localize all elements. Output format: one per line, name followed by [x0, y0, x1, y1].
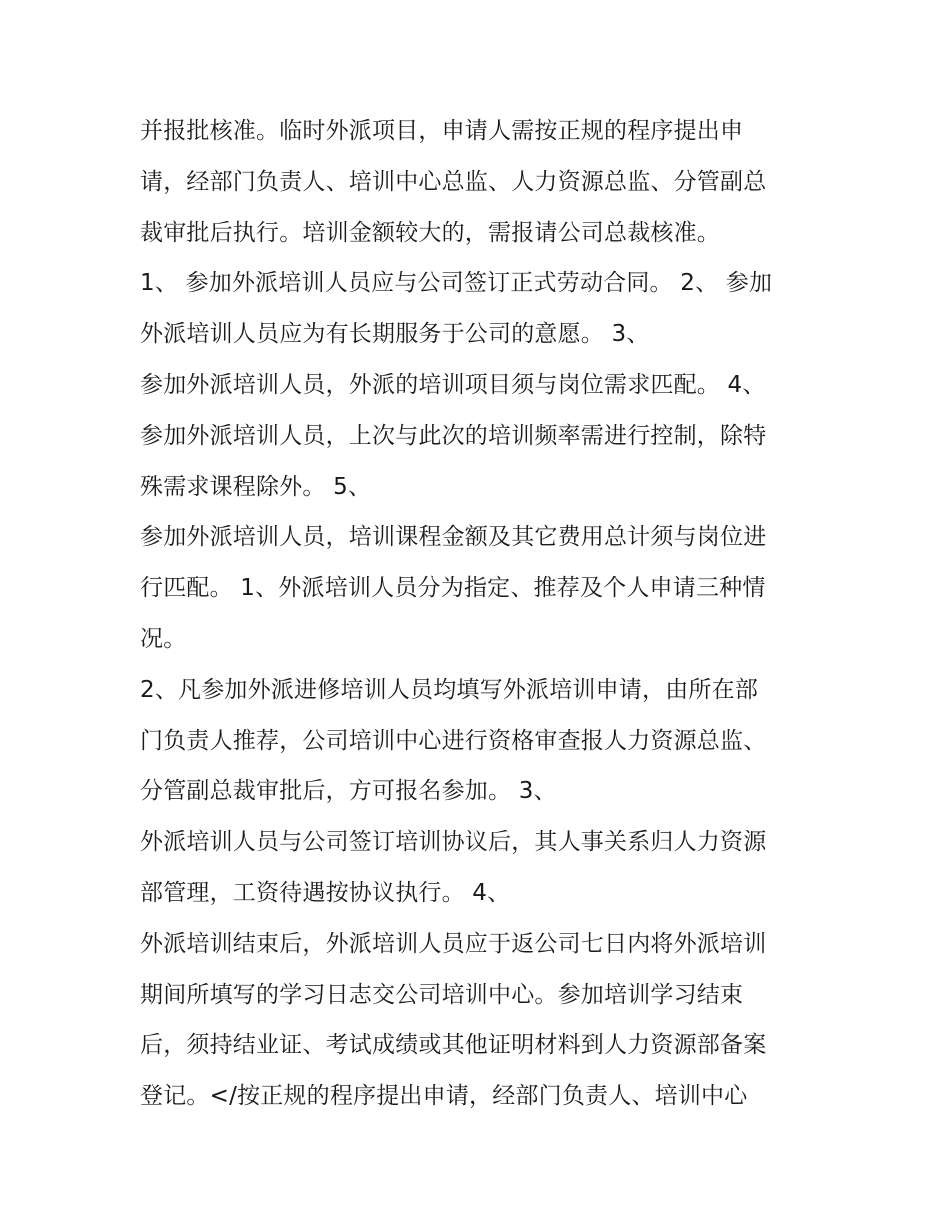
text-line: 门负责人推荐，公司培训中心进行资格审查报人力资源总监、 [140, 727, 767, 754]
text-line: 后，须持结业证、考试成绩或其他证明材料到人力资源部备案 [140, 1032, 767, 1059]
text-line: 参加外派培训人员，培训课程金额及其它费用总计须与岗位进 [140, 524, 767, 551]
text-line: 参加外派培训人员，外派的培训项目须与岗位需求匹配。 4、 [140, 371, 766, 398]
text-line: 请，经部门负责人、培训中心总监、人力资源总监、分管副总 [140, 168, 767, 195]
text-line: 1、 参加外派培训人员应与公司签订正式劳动合同。 2、 参加 [140, 270, 773, 297]
text-line: 外派培训人员与公司签订培训协议后，其人事关系归人力资源 [140, 829, 767, 856]
text-line: 行匹配。 1、外派培训人员分为指定、推荐及个人申请三种情 [140, 575, 766, 602]
text-line: 登记。</按正规的程序提出申请，经部门负责人、培训中心 [140, 1083, 748, 1110]
text-line: 参加外派培训人员，上次与此次的培训频率需进行控制，除特 [140, 422, 767, 449]
text-line: 期间所填写的学习日志交公司培训中心。参加培训学习结束 [140, 981, 744, 1008]
text-line: 殊需求课程除外。 5、 [140, 473, 372, 500]
text-line: 2、凡参加外派进修培训人员均填写外派培训申请，由所在部 [140, 676, 759, 703]
text-line: 外派培训人员应为有长期服务于公司的意愿。 3、 [140, 321, 650, 348]
text-line: 外派培训结束后，外派培训人员应于返公司七日内将外派培训 [140, 930, 767, 957]
text-line: 并报批核准。临时外派项目，申请人需按正规的程序提出申 [140, 118, 744, 144]
text-line: 部管理，工资待遇按协议执行。 4、 [140, 879, 511, 906]
text-line: 分管副总裁审批后，方可报名参加。 3、 [140, 778, 557, 805]
body-text [140, 106, 820, 1122]
text-line: 况。 [140, 625, 187, 652]
text-line: 裁审批后执行。培训金额较大的，需报请公司总裁核准。 [140, 219, 720, 246]
